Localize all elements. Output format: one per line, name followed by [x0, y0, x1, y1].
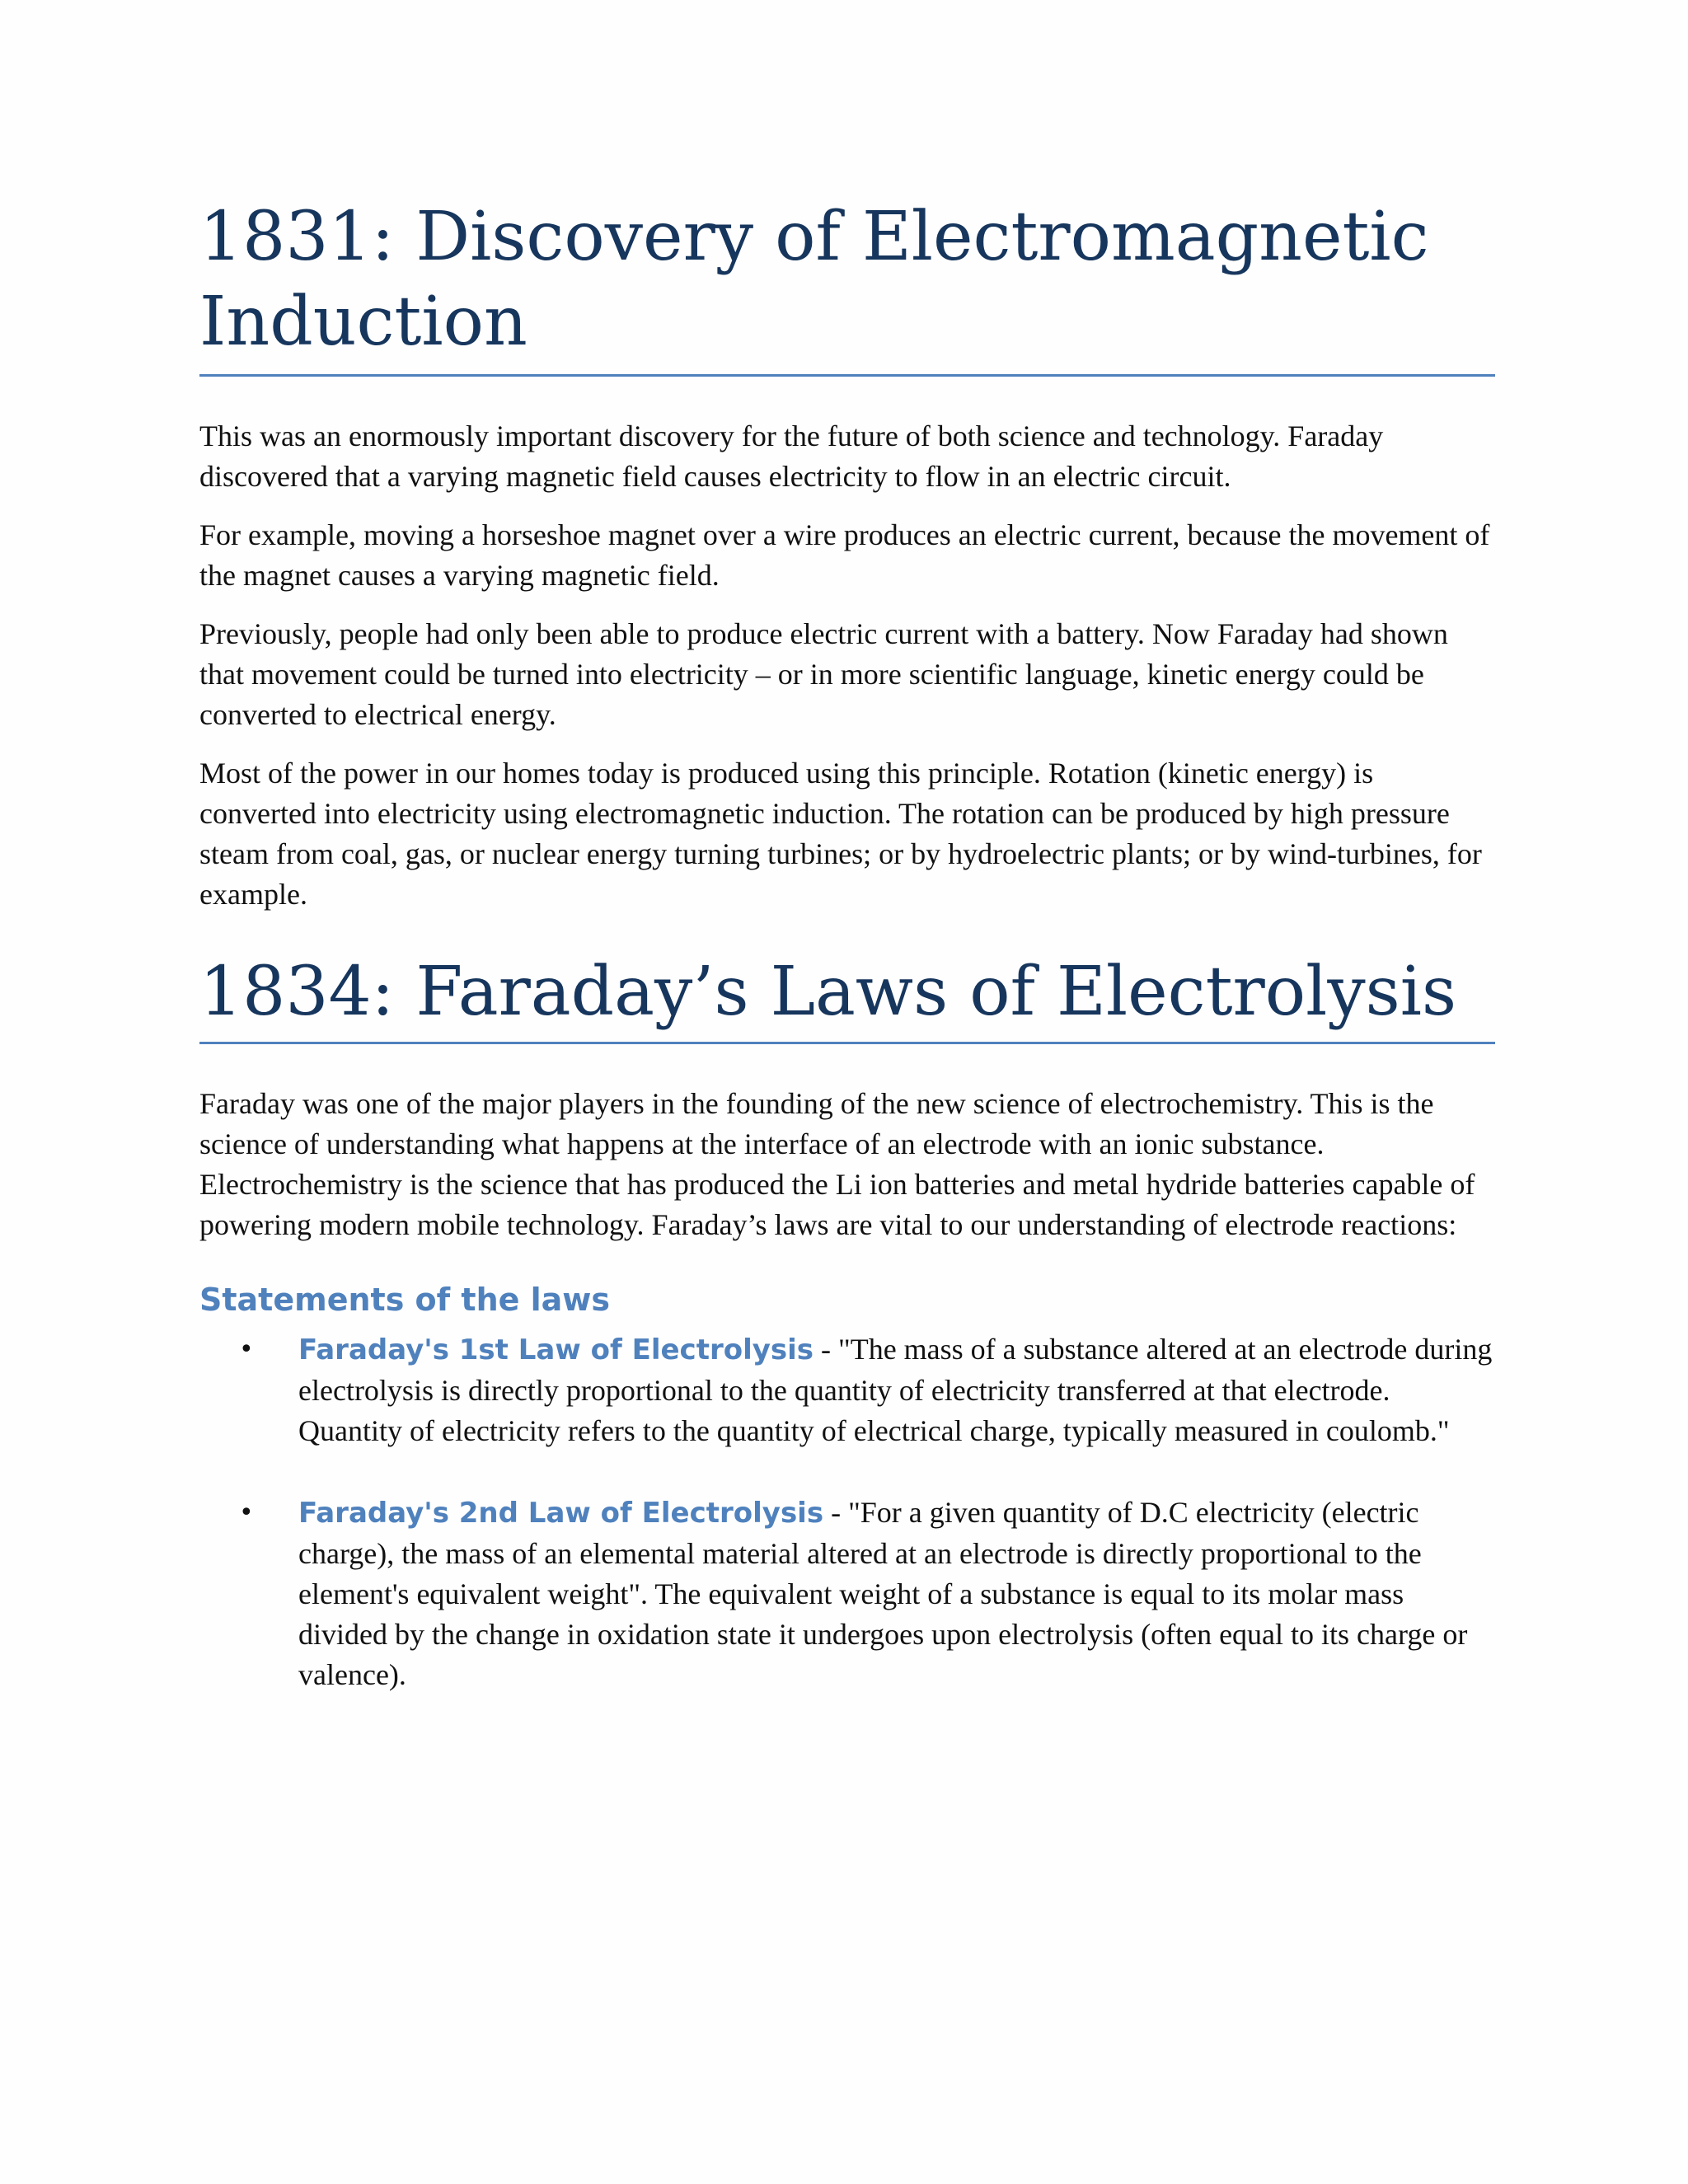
bullet-icon: •: [239, 1498, 254, 1527]
section-body: [199, 1084, 1495, 1695]
bullet-icon: •: [239, 1335, 254, 1364]
paragraph: Most of the power in our homes today is produced using this principle. Rotation (kinetic energy) is converted into electricity using electromagnetic induction. The rotation can be produced by high pressure steam from coal, gas, or nuclear energy turning turbines; or by hydroelectric plants; or by wind-turbines, for example.: [199, 757, 1482, 911]
list-item-second-law: [199, 1493, 1495, 1695]
section-laws-of-electrolysis: [199, 951, 1495, 1695]
law-title: Faraday's 1st Law of Electrolysis: [298, 1333, 814, 1366]
subheading-statements: Statements of the laws: [199, 1282, 611, 1318]
section-heading: 1834: Faraday’s Laws of Electrolysis: [199, 951, 1495, 1044]
law-statement: - "The mass of a substance altered at an electrode during electrolysis is directly proportional to the quantity of electricity transferred at that electrode. Quantity of electricity refers to the quantity of electrical charge, typically measured in coulomb.": [298, 1333, 1493, 1447]
section-heading: 1831: Discovery of Electromagnetic Induction: [199, 194, 1495, 377]
law-statement: - "For a given quantity of D.C electricity (electric charge), the mass of an elemental material altered at an electrode is directly proportional to the element's equivalent weight". The equivalent weight of a substance is equal to its molar mass divided by the change in oxidation state it undergoes upon electrolysis (often equal to its charge or valence).: [298, 1496, 1468, 1691]
paragraph: This was an enormously important discovery for the future of both science and technology. Faraday discovered that a varying magnetic field causes electricity to flow in an electric circuit.: [199, 419, 1384, 493]
section-body: [199, 416, 1495, 915]
laws-list: [199, 1329, 1495, 1695]
section-electromagnetic-induction: [199, 194, 1495, 915]
paragraph: Faraday was one of the major players in the founding of the new science of electrochemistry. This is the science of understanding what happens at the interface of an electrode with an ionic substance. Electrochemistry is the science that has produced the Li ion batteries and metal hydride batteries capable of powering modern mobile technology. Faraday’s laws are vital to our understanding of electrode reactions:: [199, 1087, 1475, 1241]
law-title: Faraday's 2nd Law of Electrolysis: [298, 1497, 824, 1530]
page-content: [199, 194, 1495, 1736]
paragraph: Previously, people had only been able to produce electric current with a battery. Now Faraday had shown that movement could be turned into electricity – or in more scientific language, kinetic energy could be converted to electrical energy.: [199, 617, 1448, 731]
list-item-first-law: [199, 1329, 1495, 1451]
paragraph: For example, moving a horseshoe magnet over a wire produces an electric current, because the movement of the magnet causes a varying magnetic field.: [199, 518, 1490, 592]
